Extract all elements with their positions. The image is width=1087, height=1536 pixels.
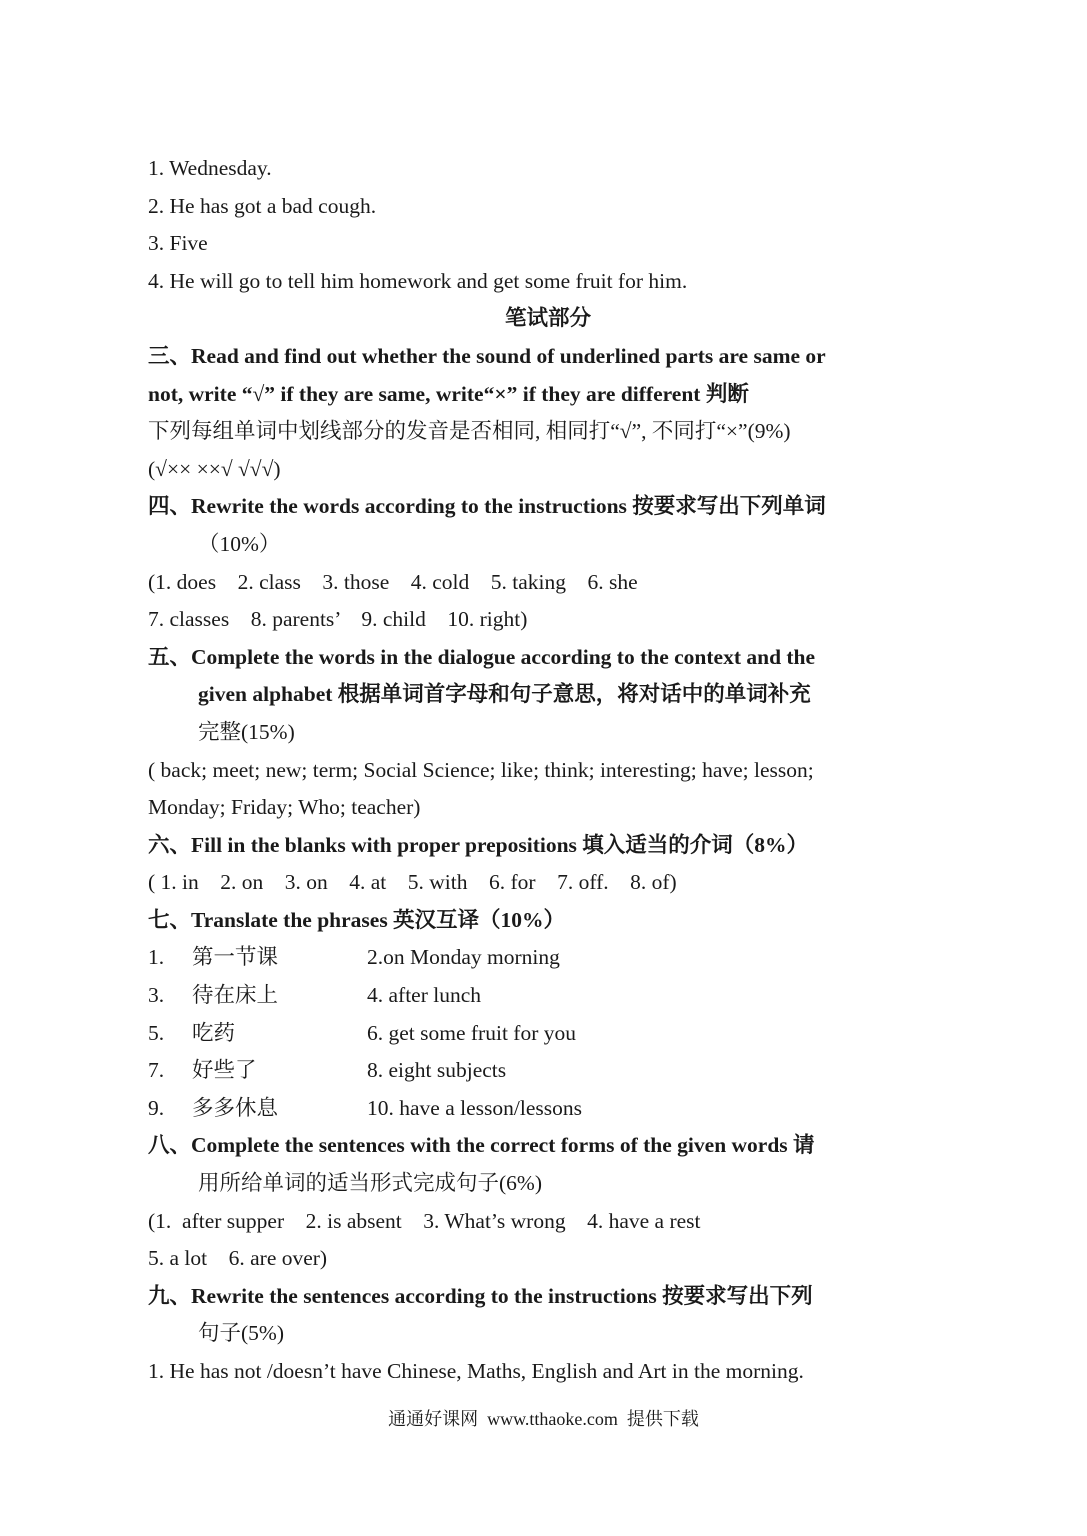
translation-row: [148, 1090, 948, 1128]
section-8-answers: (1. after supper 2. is absent 3. What’s wrong 4. have a rest: [148, 1208, 701, 1233]
section-4-title: （10%）: [198, 531, 281, 556]
section-3-title: not, write “√” if they are same, write“×” if they are different 判断: [148, 381, 749, 406]
translation-number: 7.: [148, 1058, 165, 1083]
translation-chinese: 待在床上: [192, 983, 279, 1008]
section-7-title: 七、Translate the phrases 英汉互译（10%）: [148, 907, 566, 932]
translation-english: 10. have a lesson/lessons: [367, 1095, 582, 1120]
section-5-answers: Monday; Friday; Who; teacher): [148, 795, 421, 820]
translation-chinese: 多多休息: [192, 1095, 279, 1120]
translation-number: 9.: [148, 1095, 165, 1120]
section-9-title: 句子(5%): [198, 1321, 284, 1346]
section-5-title: 完整(15%): [198, 719, 295, 744]
section-6-title: 六、Fill in the blanks with proper prepositions 填入适当的介词（8%）: [148, 832, 809, 857]
listening-answer: 4. He will go to tell him homework and get some fruit for him.: [148, 268, 688, 293]
page-footer: 通通好课网 www.tthaoke.com 提供下载: [388, 1409, 699, 1429]
translation-row: [148, 1052, 948, 1090]
section-4-answers: (1. does 2. class 3. those 4. cold 5. taking 6. she: [148, 569, 638, 594]
translation-english: 4. after lunch: [367, 983, 482, 1008]
section-8-title: 用所给单词的适当形式完成句子(6%): [198, 1171, 542, 1196]
section-9-title: 九、Rewrite the sentences according to the instructions 按要求写出下列: [148, 1283, 813, 1308]
section-5-answers: ( back; meet; new; term; Social Science; like; think; interesting; have; lesson;: [148, 757, 814, 782]
section-6-answers: ( 1. in 2. on 3. on 4. at 5. with 6. for 7. off. 8. of): [148, 870, 677, 895]
listening-answer: 3. Five: [148, 231, 208, 256]
translation-english: 2.on Monday morning: [367, 945, 560, 970]
section-3-answers: (√×× ××√ √√√): [148, 456, 281, 481]
listening-answer: 2. He has got a bad cough.: [148, 193, 377, 218]
translation-chinese: 好些了: [192, 1058, 257, 1083]
section-5-title: given alphabet 根据单词首字母和句子意思，将对话中的单词补充: [198, 682, 811, 707]
section-8-answers: 5. a lot 6. are over): [148, 1246, 328, 1271]
translation-english: 8. eight subjects: [367, 1058, 507, 1083]
section-5-title: 五、Complete the words in the dialogue according to the context and the: [148, 644, 816, 669]
section-3-title: 下列每组单词中划线部分的发音是否相同, 相同打“√”, 不同打“×”(9%): [148, 419, 791, 444]
translation-number: 1.: [148, 945, 165, 970]
translation-row: [148, 977, 948, 1015]
translation-chinese: 吃药: [192, 1020, 236, 1045]
translation-english: 6. get some fruit for you: [367, 1020, 576, 1045]
translation-number: 3.: [148, 983, 165, 1008]
translation-chinese: 第一节课: [192, 945, 279, 970]
translation-number: 5.: [148, 1020, 165, 1045]
section-4-answers: 7. classes 8. parents’ 9. child 10. right): [148, 607, 528, 632]
section-8-title: 八、Complete the sentences with the correct forms of the given words 请: [148, 1133, 815, 1158]
translation-row: [148, 1015, 948, 1053]
translation-row: [148, 939, 948, 977]
answer-key: [148, 150, 948, 1391]
listening-answer: 1. Wednesday.: [148, 156, 272, 180]
section-9-answers: 1. He has not /doesn’t have Chinese, Maths, English and Art in the morning.: [148, 1359, 804, 1383]
section-3-title: 三、Read and find out whether the sound of underlined parts are same or: [148, 343, 826, 368]
written-section-heading: 笔试部分: [504, 306, 591, 331]
section-4-title: 四、Rewrite the words according to the instructions 按要求写出下列单词: [148, 494, 826, 519]
